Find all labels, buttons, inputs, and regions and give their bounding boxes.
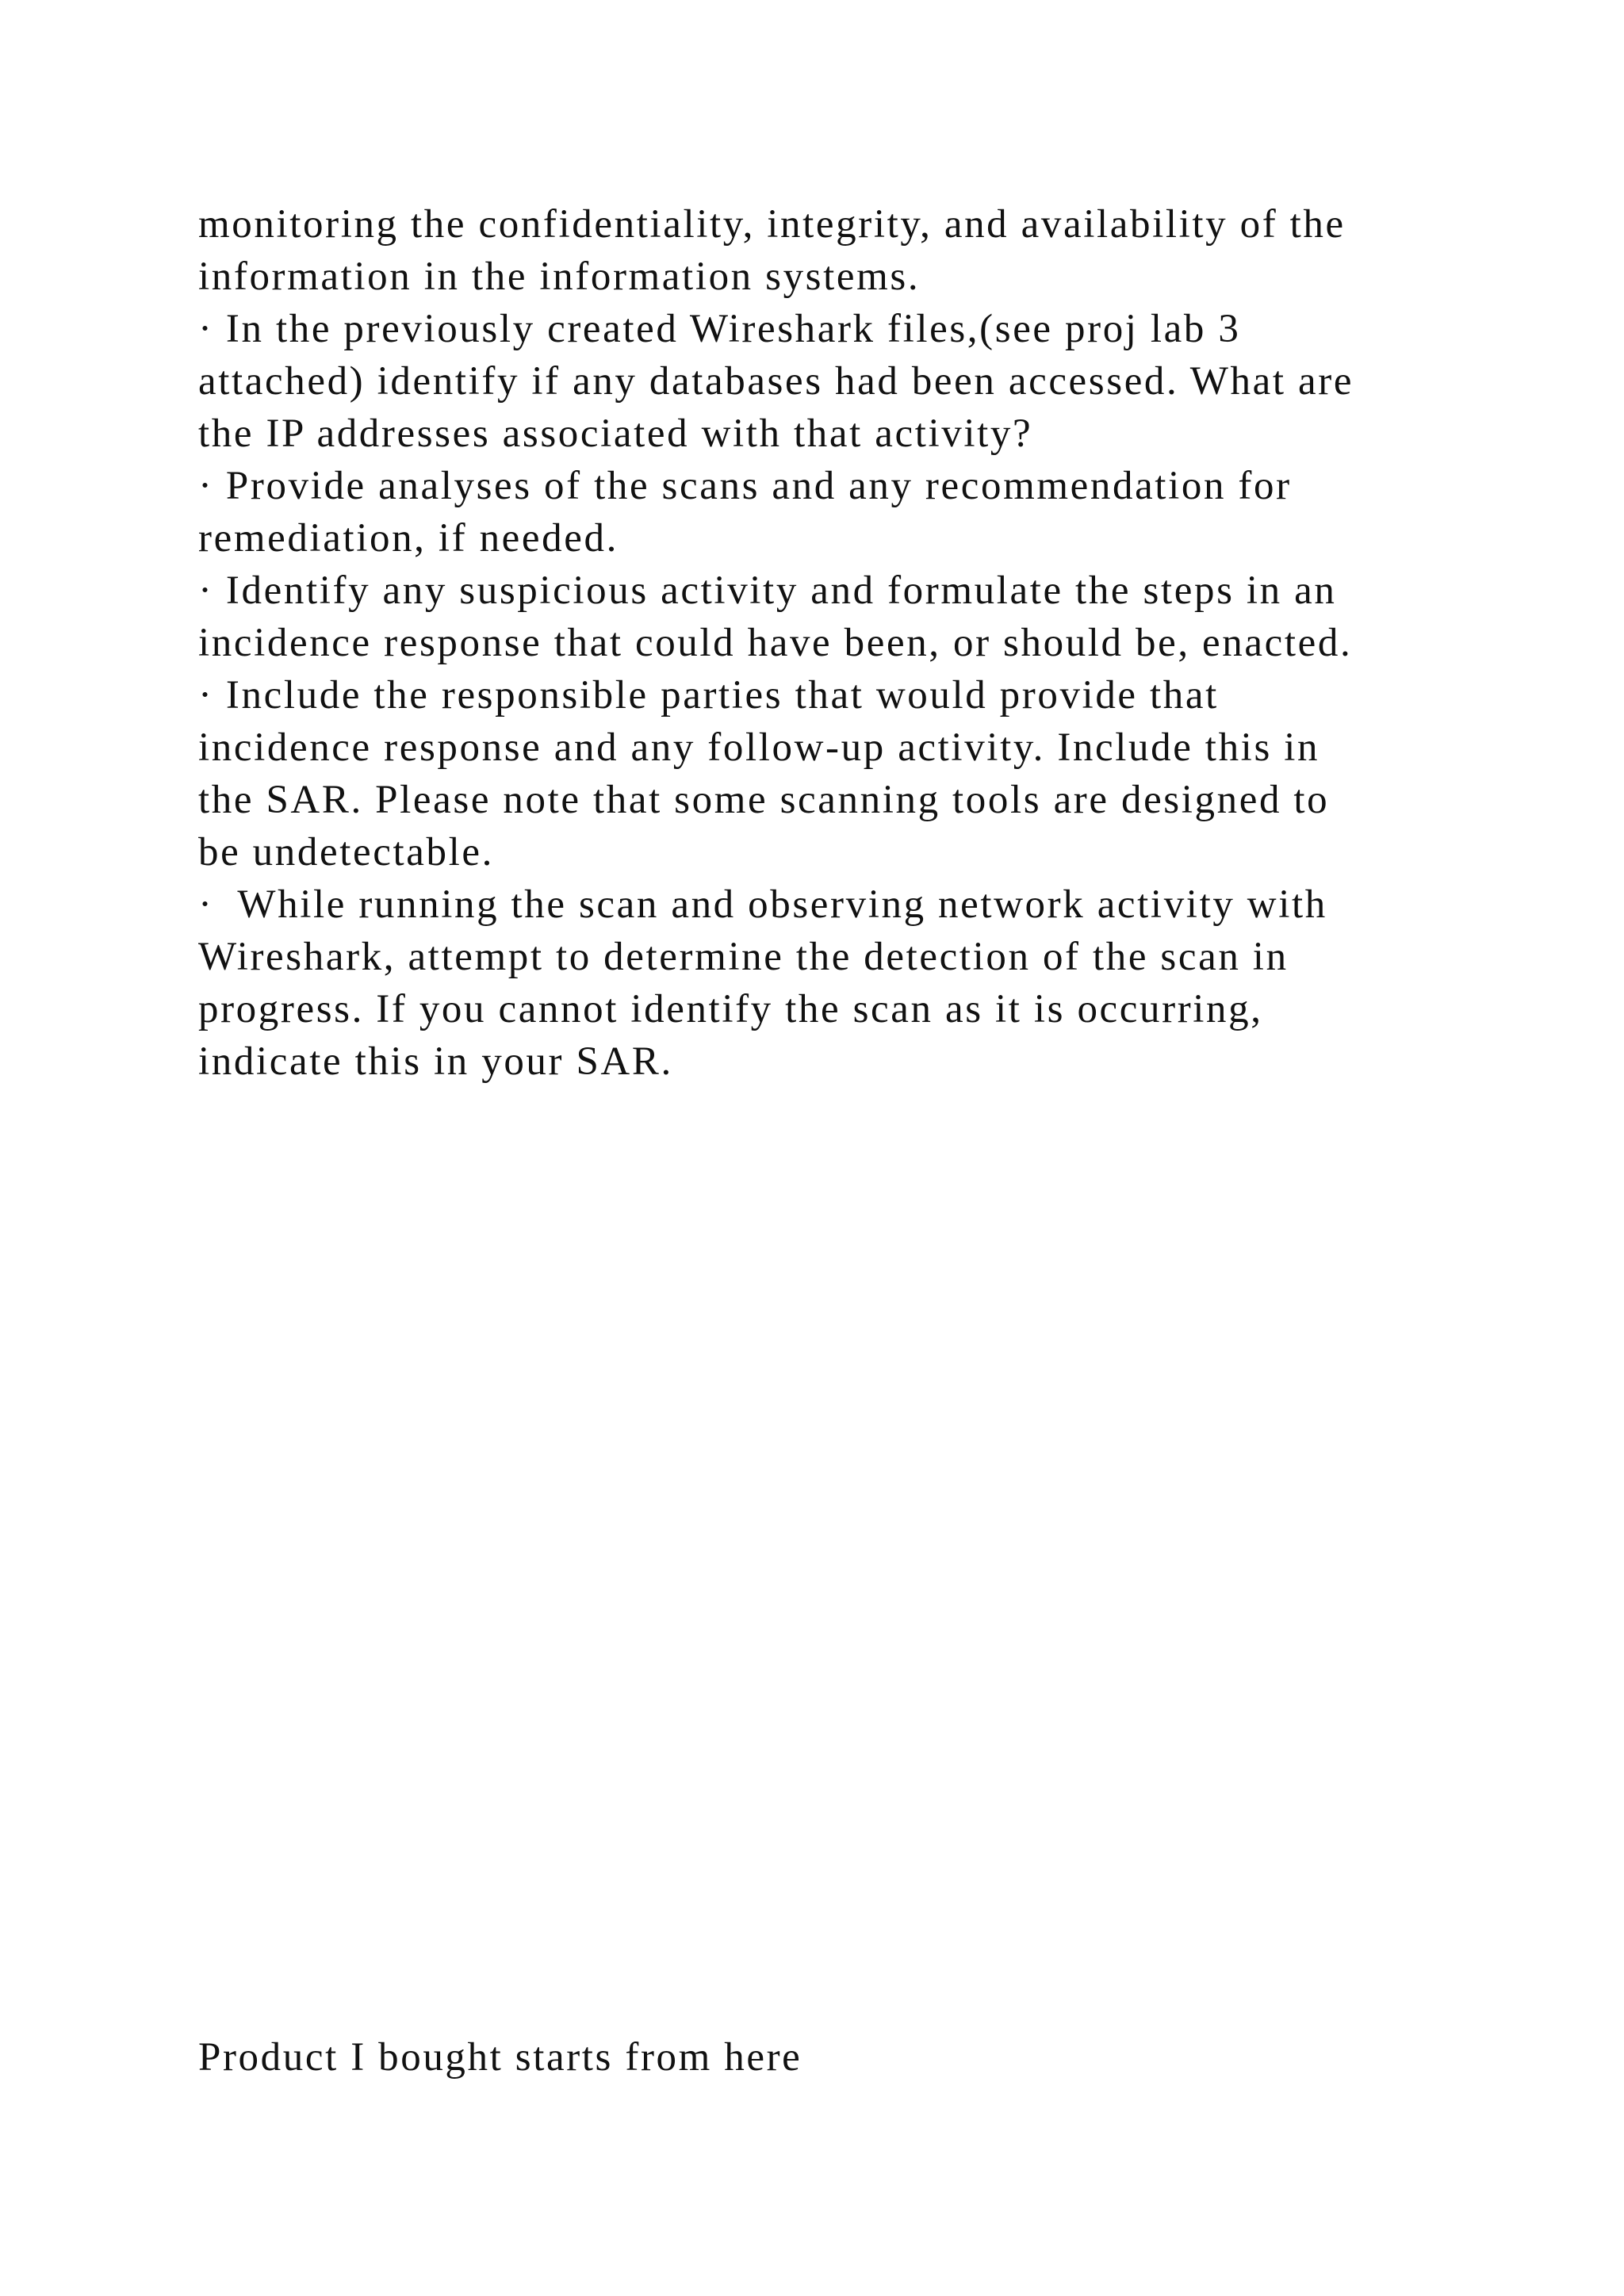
bullet-line: · Include the responsible parties that would provide that	[198, 673, 1219, 718]
bullet-line: · In the previously created Wireshark files,(see proj lab 3	[198, 307, 1241, 351]
bullet-line: · While running the scan and observing network activity with	[198, 882, 1327, 927]
text-line: the IP addresses associated with that activity?	[198, 411, 1033, 456]
text-line: information in the information systems.	[198, 254, 921, 299]
text-line: remediation, if needed.	[198, 516, 619, 561]
text-line: incidence response and any follow-up activity. Include this in	[198, 725, 1320, 770]
text-line: be undetectable.	[198, 830, 494, 874]
footer-line: Product I bought starts from here	[198, 2035, 802, 2080]
text-line: indicate this in your SAR.	[198, 1039, 673, 1084]
text-line: incidence response that could have been, or should be, enacted.	[198, 621, 1353, 665]
bullet-line: · Identify any suspicious activity and formulate the steps in an	[198, 568, 1337, 613]
text-line: monitoring the confidentiality, integrity, and availability of the	[198, 202, 1346, 247]
bullet-line: · Provide analyses of the scans and any recommendation for	[198, 464, 1292, 508]
text-line: progress. If you cannot identify the scan as it is occurring,	[198, 987, 1263, 1031]
text-line: attached) identify if any databases had been accessed. What are	[198, 359, 1354, 404]
text-line: the SAR. Please note that some scanning tools are designed to	[198, 778, 1330, 822]
text-line: Wireshark, attempt to determine the detection of the scan in	[198, 935, 1289, 979]
